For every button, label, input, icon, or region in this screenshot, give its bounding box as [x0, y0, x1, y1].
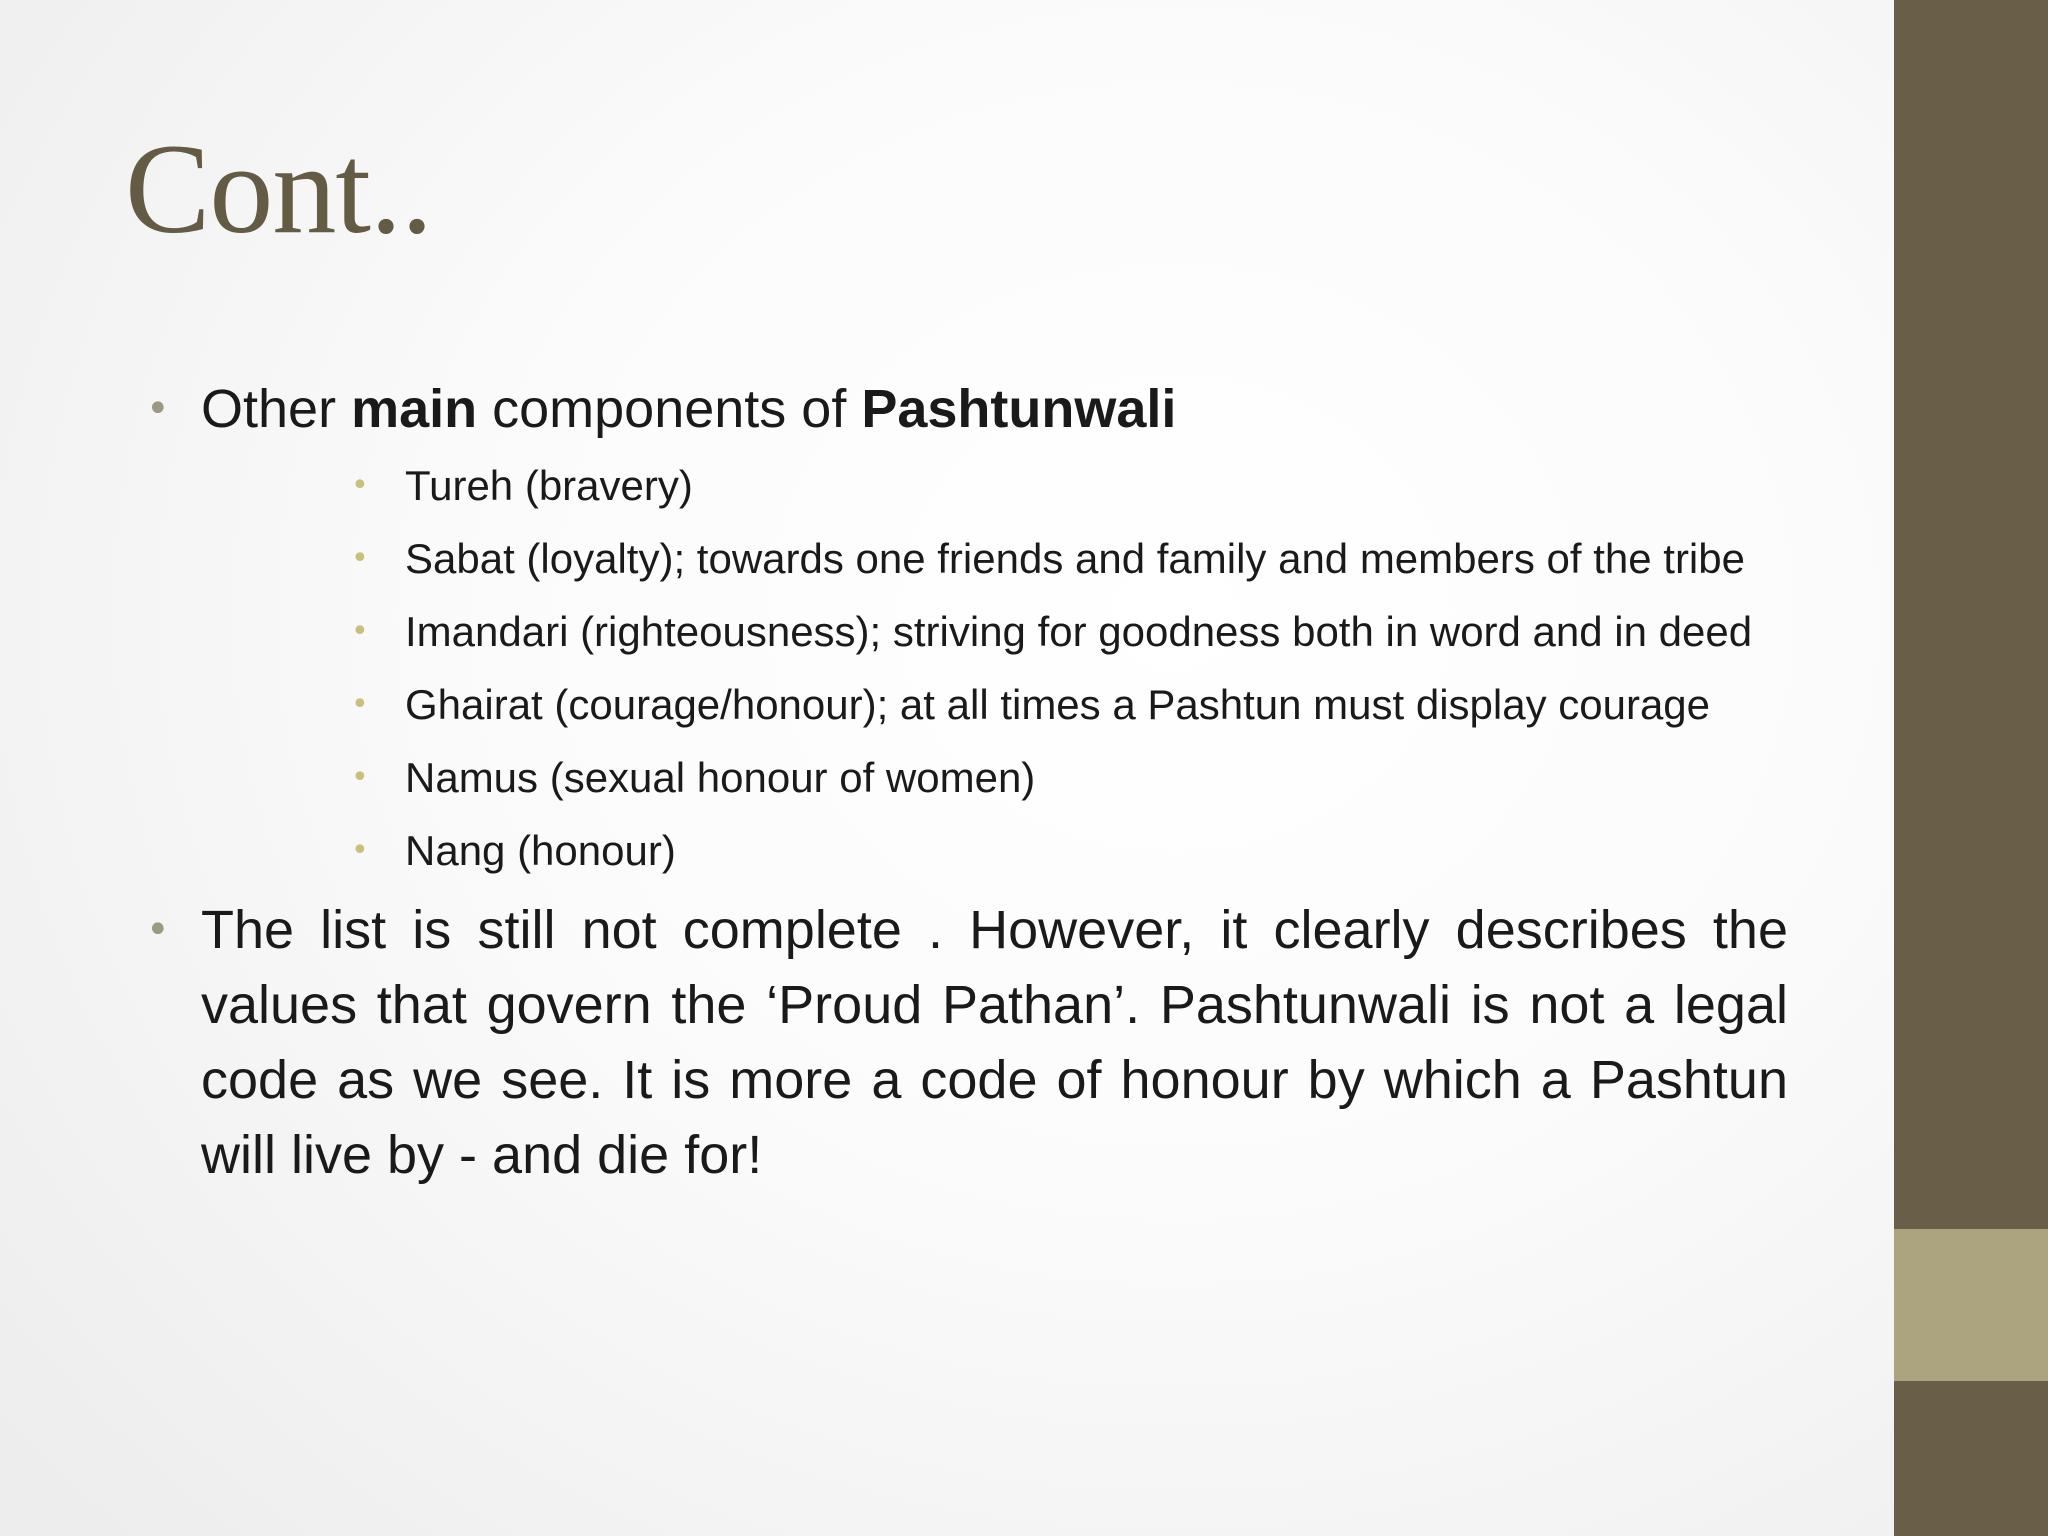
bullet-icon: •: [351, 468, 369, 503]
intro-text-part1: Other: [201, 379, 352, 439]
intro-bold-pashtunwali: Pashtunwali: [861, 379, 1177, 439]
bullet-icon: •: [351, 760, 369, 795]
decorative-sidebar-accent: [1894, 1229, 2048, 1381]
components-list: [201, 455, 1788, 881]
component-item: [351, 747, 1788, 808]
conclusion-item: [146, 893, 1788, 1193]
component-text: Namus (sexual honour of women): [405, 754, 1036, 801]
component-text: Imandari (righteousness); striving for goodness both in word and in deed: [405, 608, 1753, 655]
conclusion-text: The list is still not complete . However, it clearly describes the values that govern the ‘Proud Pathan’. Pashtunwali is not a legal code as we see. It is more a code of honour by which a Pashtun will live by - and die for!: [201, 900, 1788, 1185]
intro-text-part2: components of: [477, 379, 862, 439]
bullet-icon: •: [146, 386, 170, 432]
bullet-list: [146, 372, 1788, 1193]
intro-bold-main: main: [351, 379, 478, 439]
component-text: Tureh (bravery): [405, 462, 693, 509]
slide-title: Cont..: [125, 118, 432, 260]
component-item: [351, 820, 1788, 881]
bullet-icon: •: [351, 541, 369, 576]
intro-item: [146, 372, 1788, 881]
component-item: [351, 601, 1788, 662]
component-item: [351, 455, 1788, 516]
component-item: [351, 674, 1788, 735]
bullet-icon: •: [351, 687, 369, 722]
bullet-icon: •: [146, 907, 170, 953]
component-item: [351, 528, 1788, 589]
component-text: Ghairat (courage/honour); at all times a Pashtun must display courage: [405, 681, 1711, 728]
component-text: Sabat (loyalty); towards one friends and family and members of the tribe: [405, 535, 1745, 582]
bullet-icon: •: [351, 614, 369, 649]
bullet-icon: •: [351, 833, 369, 868]
component-text: Nang (honour): [405, 827, 676, 874]
